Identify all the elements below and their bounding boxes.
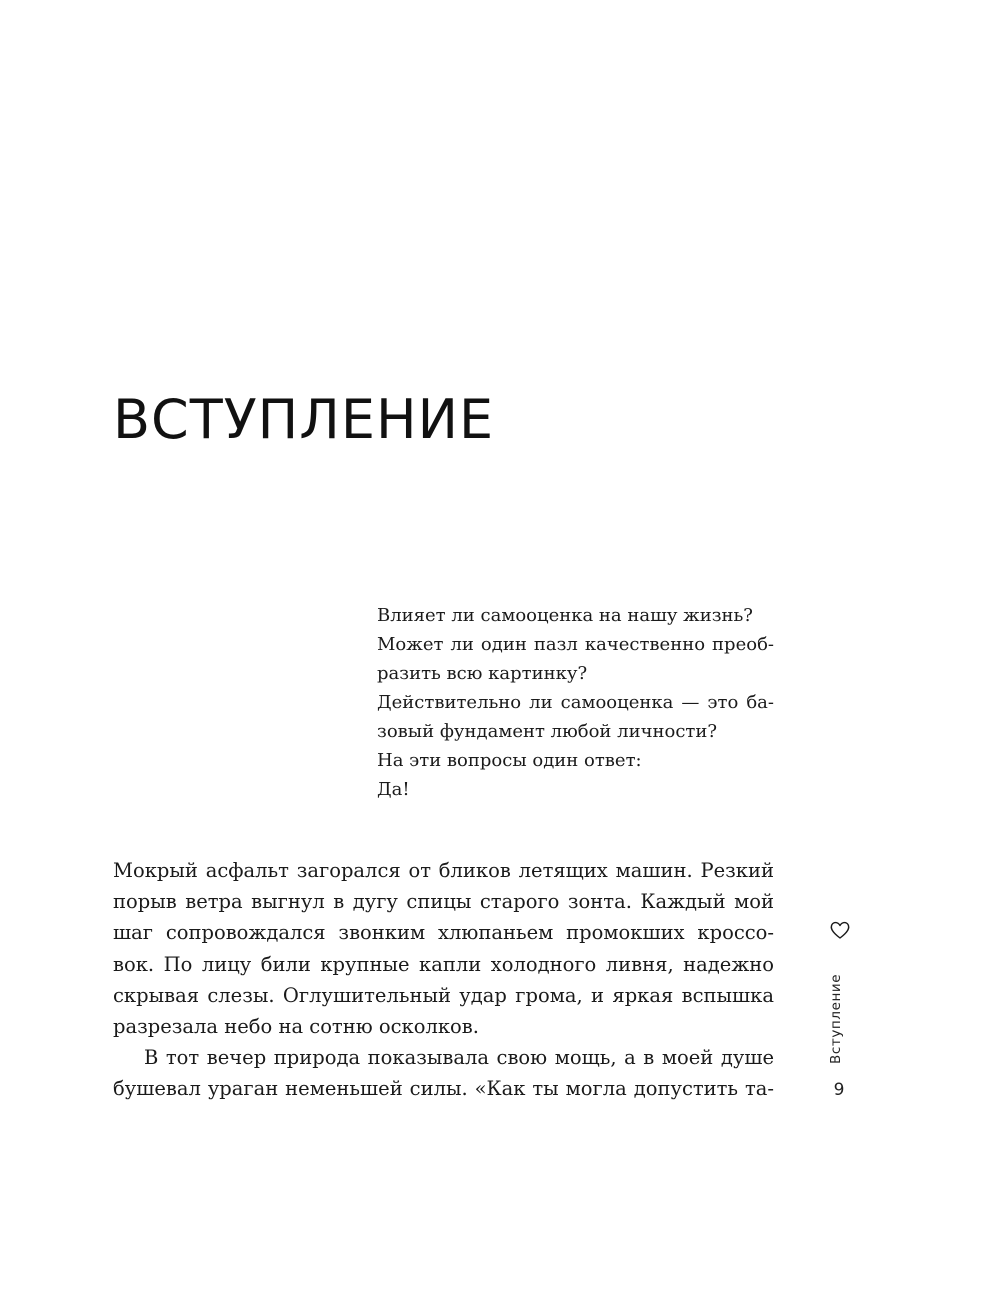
epigraph: [377, 601, 774, 804]
body-line: вок. По лицу били крупные капли холодного ливня, надежно: [113, 952, 774, 976]
epigraph-line: На эти вопросы один ответ:: [377, 750, 642, 771]
epigraph-line: зовый фундамент любой личности?: [377, 721, 718, 742]
body-text: [113, 855, 774, 1105]
epigraph-line: Действительно ли самооценка — это ба-: [377, 692, 774, 713]
body-line: бушевал ураган неменьшей силы. «Как ты могла допустить та-: [113, 1077, 774, 1101]
body-line: порыв ветра выгнул в дугу спицы старого зонта. Каждый мой: [113, 890, 774, 914]
body-line: скрывая слезы. Оглушительный удар грома, и яркая вспышка: [113, 983, 774, 1007]
body-line: В тот вечер природа показывала свою мощь, а в моей душе: [144, 1046, 774, 1070]
body-line: разрезала небо на сотню осколков.: [113, 1015, 479, 1039]
epigraph-line: Может ли один пазл качественно преоб-: [377, 634, 774, 655]
epigraph-line: разить всю картинку?: [377, 663, 588, 684]
body-line: шаг сопровождался звонким хлюпаньем промокших кроссо-: [113, 921, 774, 945]
page-number: 9: [833, 1080, 845, 1100]
body-line: Мокрый асфальт загорался от бликов летящих машин. Резкий: [113, 859, 774, 882]
epigraph-line: Да!: [377, 779, 410, 800]
running-head: Вступление: [828, 973, 844, 1064]
epigraph-line: Влияет ли самооценка на нашу жизнь?: [377, 605, 753, 626]
chapter-title: ВСТУПЛЕНИЕ: [113, 388, 495, 451]
heart-outline-icon: [829, 919, 851, 941]
